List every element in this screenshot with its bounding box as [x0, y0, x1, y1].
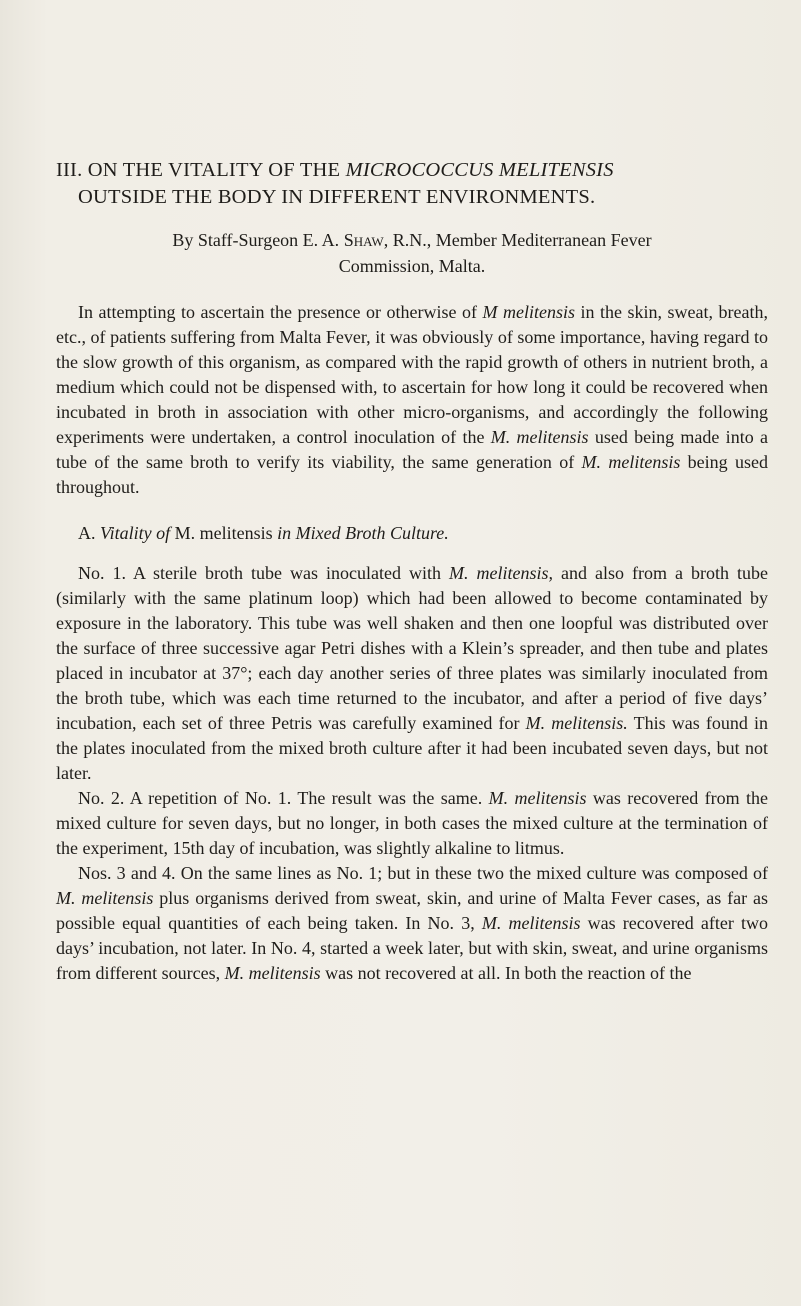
byline-suffix: , R.N., Member Mediterranean Fever: [383, 230, 652, 250]
no1-text-1: No. 1. A sterile broth tube was inoculated with: [78, 563, 449, 583]
no1-italic-1: M. melitensis,: [449, 563, 553, 583]
no34-text-2: plus organisms derived from sweat, skin, and urine of Malta Fever cases, as far as possible equal quantities of each being taken. In No. 3,: [56, 888, 768, 933]
no1-italic-2: M. melitensis.: [525, 713, 628, 733]
author-name: Shaw: [343, 230, 384, 250]
experiment-1-paragraph: [56, 561, 768, 786]
intro-paragraph: [56, 300, 768, 500]
no34-text-4: was not recovered at all. In both the reaction of the: [320, 963, 692, 983]
section-italic-2: in Mixed Broth Culture.: [277, 523, 449, 543]
text-column: [56, 157, 768, 986]
title-line-2: OUTSIDE THE BODY IN DIFFERENT ENVIRONMENTS.: [78, 186, 596, 208]
intro-text-1: In attempting to ascertain the presence or otherwise of: [78, 302, 483, 322]
no1-text-3: This was found in the plates inoculated from the mixed broth culture after it had been incubated seven days, but not later.: [56, 713, 768, 783]
no34-text-3: was recovered after two days’ incubation, not later. In No. 4, started a week later, but with skin, sweat, and urine organisms from different sources,: [56, 913, 768, 983]
intro-italic-2: M. melitensis: [490, 427, 589, 447]
no2-text-1: No. 2. A repetition of No. 1. The result was the same.: [78, 788, 489, 808]
byline-prefix: By Staff-Surgeon E. A.: [172, 230, 344, 250]
no34-text-1: Nos. 3 and 4. On the same lines as No. 1; but in these two the mixed culture was composed of: [78, 863, 768, 883]
byline-line-1: [56, 227, 768, 253]
title-line-1: [56, 157, 768, 184]
no34-italic-2: M. melitensis: [481, 913, 581, 933]
intro-text-3: used being made into a tube of the same broth to verify its viability, the same generation of: [56, 427, 768, 472]
no2-italic-1: M. melitensis: [488, 788, 587, 808]
intro-italic-1: M melitensis: [482, 302, 575, 322]
no2-text-2: was recovered from the mixed culture for seven days, but no longer, in both cases the mixed culture at the termination of the experiment, 15th day of incubation, was slightly alkaline to litmus.: [56, 788, 768, 858]
no34-italic-3: M. melitensis: [224, 963, 321, 983]
intro-italic-3: M. melitensis: [581, 452, 681, 472]
author-byline: [56, 227, 768, 279]
no34-italic-1: M. melitensis: [56, 888, 154, 908]
title-prefix: III. ON THE VITALITY OF THE: [56, 159, 346, 181]
experiment-3-4-paragraph: [56, 861, 768, 986]
no1-text-2: and also from a broth tube (similarly with the same platinum loop) which had been allowed to become contaminated by exposure in the laboratory. This tube was well shaken and then one loopful was distributed over the surface of three successive agar Petri dishes with a Klein’s spreader, and then tube and plates placed in incubator at 37°; each day another series of three plates was similarly inoculated from the broth tube, which was each time returned to the incubator, and after a period of five days’ incubation, each set of three Petris was carefully examined for: [56, 563, 768, 733]
section-italic-1: Vitality of: [100, 523, 171, 543]
section-heading: [56, 521, 768, 546]
intro-text-4: being used throughout.: [56, 452, 768, 497]
section-middle: M. melitensis: [170, 523, 278, 543]
section-prefix: A.: [78, 523, 100, 543]
intro-text-2: in the skin, sweat, breath, etc., of patients suffering from Malta Fever, it was obviously of some importance, having regard to the slow growth of this organism, as compared with the rapid growth of others in nutrient broth, a medium which could not be dispensed with, to ascertain for how long it could be recovered when incubated in broth in association with other micro-organisms, and accordingly the following experiments were undertaken, a control inoculation of the: [56, 302, 768, 447]
article-title: [56, 157, 768, 211]
byline-line-2: Commission, Malta.: [338, 256, 486, 276]
title-organism: MICROCOCCUS MELITENSIS: [345, 159, 614, 181]
experiment-2-paragraph: [56, 786, 768, 861]
